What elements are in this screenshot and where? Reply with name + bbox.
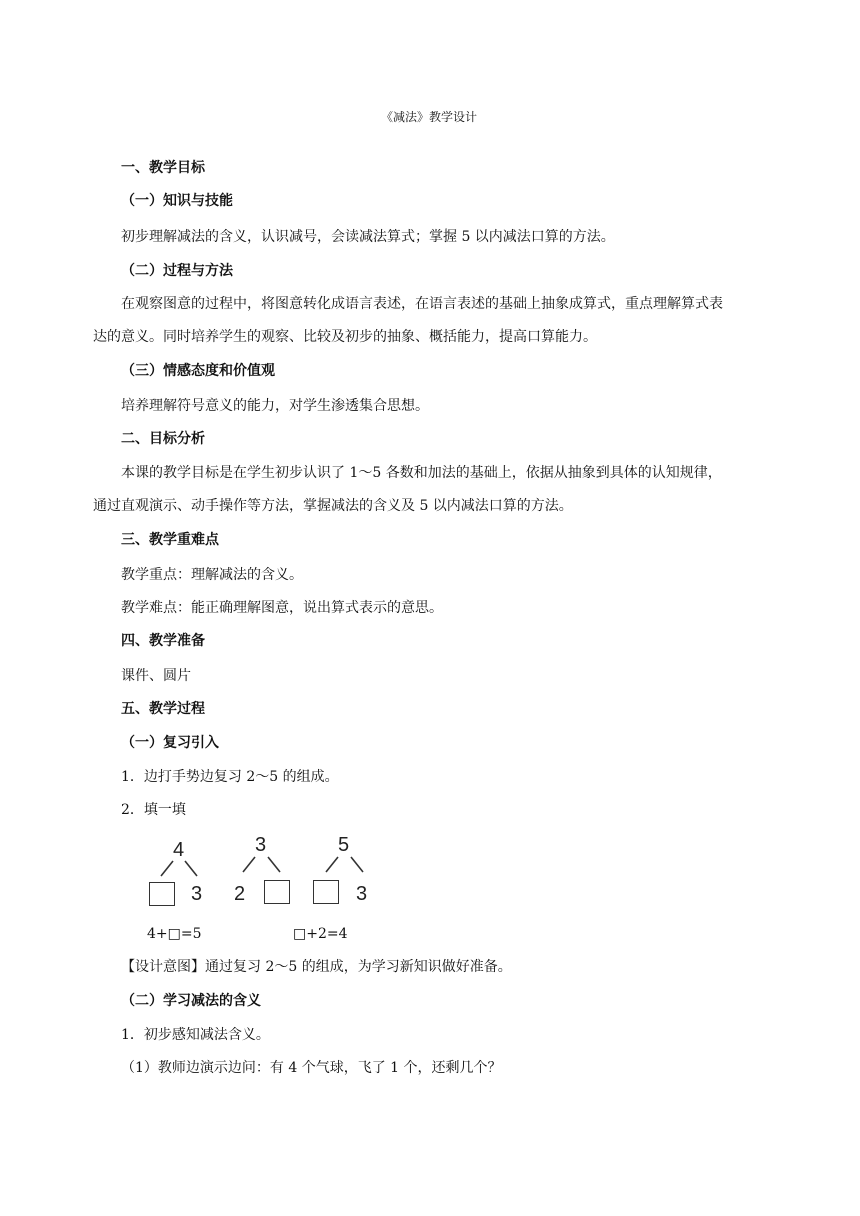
composition-1-right: 3 — [191, 883, 203, 905]
subheading-subtraction-meaning: （二）学习减法的含义 — [121, 993, 261, 1009]
subheading-review-intro: （一）复习引入 — [121, 735, 219, 751]
heading-teaching-preparation: 四、教学准备 — [121, 633, 205, 649]
composition-2-left: 2 — [234, 883, 246, 905]
subheading-knowledge-skills: （一）知识与技能 — [121, 193, 233, 209]
document-title: 《减法》教学设计 — [381, 110, 478, 124]
heading-objective-analysis: 二、目标分析 — [121, 431, 205, 447]
composition-1-blank-box[interactable] — [149, 882, 175, 906]
composition-1-top: 4 — [173, 839, 185, 861]
subheading-attitude-values: （三）情感态度和价值观 — [121, 363, 275, 379]
subheading-process-methods: （二）过程与方法 — [121, 263, 233, 279]
list-item-review-composition: 1．边打手势边复习 2～5 的组成。 — [121, 769, 339, 785]
equation-2: □+2=4 — [293, 926, 348, 942]
paragraph-knowledge-skills: 初步理解减法的含义，认识减号，会读减法算式；掌握 5 以内减法口算的方法。 — [121, 229, 615, 245]
paragraph-difficult-point: 教学难点：能正确理解图意，说出算式表示的意思。 — [121, 600, 443, 616]
heading-teaching-objectives: 一、教学目标 — [121, 160, 205, 176]
composition-3-top: 5 — [338, 834, 350, 856]
heading-key-difficult-points: 三、教学重难点 — [121, 532, 219, 548]
design-intent-note: 【设计意图】通过复习 2～5 的组成，为学习新知识做好准备。 — [121, 959, 512, 975]
composition-2-blank-box[interactable] — [264, 880, 290, 904]
composition-figure — [140, 832, 390, 912]
composition-2-top: 3 — [255, 834, 267, 856]
paragraph-process-methods-line2: 达的意义。同时培养学生的观察、比较及初步的抽象、概括能力，提高口算能力。 — [93, 329, 597, 345]
paragraph-teaching-preparation: 课件、圆片 — [121, 668, 191, 684]
paragraph-process-methods-line1: 在观察图意的过程中，将图意转化成语言表述，在语言表述的基础上抽象成算式，重点理解算式表 — [121, 296, 723, 312]
composition-3-blank-box[interactable] — [313, 880, 339, 904]
list-item-perceive-subtraction: 1．初步感知减法含义。 — [121, 1027, 270, 1043]
paragraph-objective-analysis-line1: 本课的教学目标是在学生初步认识了 1～5 各数和加法的基础上，依据从抽象到具体的认知规律， — [121, 465, 722, 481]
heading-teaching-process: 五、教学过程 — [121, 701, 205, 717]
list-item-teacher-demo: （1）教师边演示边问：有 4 个气球，飞了 1 个，还剩几个？ — [121, 1060, 502, 1076]
paragraph-key-point: 教学重点：理解减法的含义。 — [121, 567, 303, 583]
equation-1: 4+□=5 — [147, 926, 202, 942]
composition-3-right: 3 — [356, 883, 368, 905]
list-item-fill-in: 2．填一填 — [121, 802, 186, 818]
paragraph-objective-analysis-line2: 通过直观演示、动手操作等方法，掌握减法的含义及 5 以内减法口算的方法。 — [93, 498, 573, 514]
paragraph-attitude-values: 培养理解符号意义的能力，对学生渗透集合思想。 — [121, 398, 429, 414]
